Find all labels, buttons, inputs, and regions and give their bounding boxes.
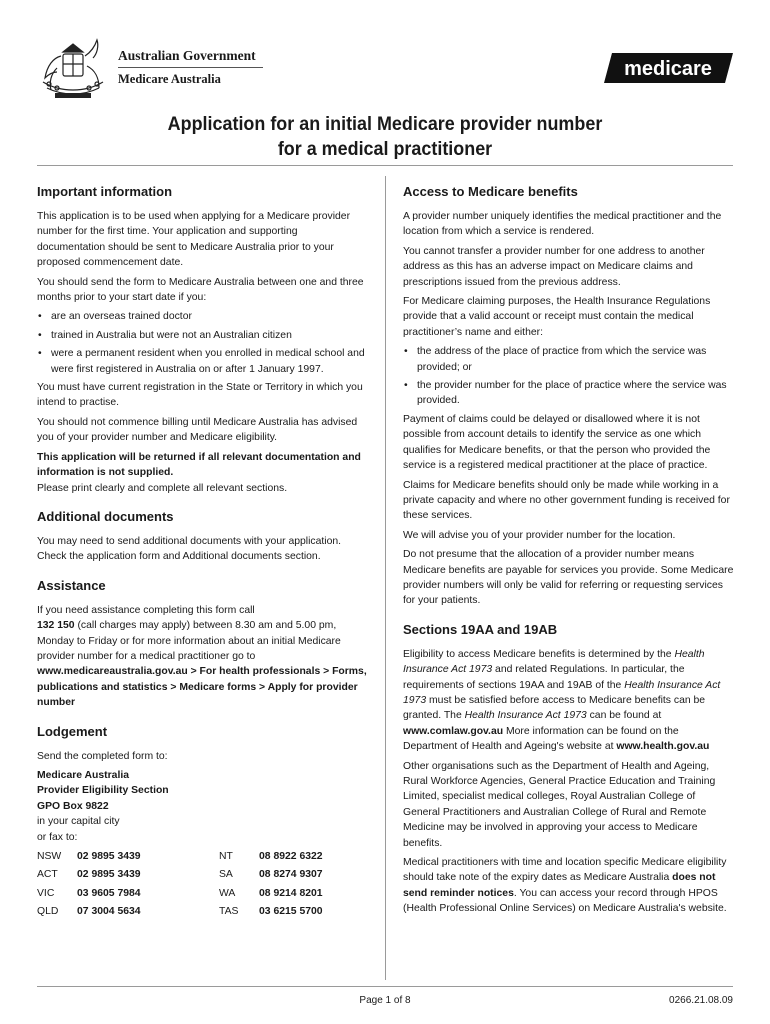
sections-p3 [403,855,735,917]
fax-state: VIC [37,887,55,899]
fax-number: 08 9214 8201 [259,887,323,899]
assistance-phone: 132 150 [37,620,75,632]
fax-state: TAS [219,906,239,918]
list-item: • were a permanent resident when you enrolled in medical school and were first registered in Australia on or after 1 January 1997. [37,346,367,377]
gov-line-1: Australian Government [118,48,256,63]
sections-b1: Medical practitioners with time and location specific Medicare eligibility should take note of the expiry dates as Medicare Australia [403,857,727,884]
access-bullets [403,344,735,409]
address-line-3: GPO Box 9822 [37,800,109,812]
government-wordmark [118,48,263,87]
page-number: Page 1 of 8 [359,995,411,1006]
sections-a1: Eligibility to access Medicare benefits is determined by the [403,648,675,660]
assistance-link[interactable]: www.medicareaustralia.gov.au > For health professionals > Forms, publications and statistics > Medicare forms > Apply for provider number [37,666,367,709]
gov-line-2: Medicare Australia [118,72,221,86]
medicare-logo-text: medicare [624,58,712,80]
fax-state: QLD [37,906,59,918]
additional-heading: Additional documents [37,508,174,524]
fax-state: NT [219,851,233,862]
fax-intro: or fax to: [37,831,78,843]
sections-p1 [403,647,735,755]
column-divider [385,176,386,980]
medicare-logo [604,53,733,83]
fax-state: SA [219,869,233,881]
list-item: • trained in Australia but were not an Australian citizen [37,328,367,343]
act-name: Health Insurance Act 1973 [403,679,721,706]
lodgement-heading: Lodgement [37,723,108,739]
left-column [37,184,367,920]
important-bullets [37,309,367,377]
sections-heading: Sections 19AA and 19AB [403,621,558,637]
fax-state: ACT [37,869,58,881]
fax-number: 03 9605 7984 [77,887,141,899]
fax-number: 08 8274 9307 [259,869,323,881]
comlaw-link[interactable]: www.comlaw.gov.au [403,725,504,737]
form-code: 0266.21.08.09 [669,995,733,1006]
access-p1: A provider number uniquely identifies the medical practitioner and the location from which a service is rendered. [403,211,722,238]
sections-p2: Other organisations such as the Department of Health and Ageing, Rural Workforce Agencies, General Practice Education and Training Limited, specialist medical colleges, Royal Australian College of General Practitioners and Australian College of Rural and Remote Medicine may be involved in approving your access to Medicare benefits. [403,760,716,849]
important-p6: Please print clearly and complete all relevant sections. [37,482,288,494]
fax-number: 02 9895 3439 [77,869,141,881]
access-p3: For Medicare claiming purposes, the Health Insurance Regulations provide that a valid account or receipt must contain the medical practitioner’s name and either: [403,296,711,338]
act-name: Health Insurance Act 1973 [464,710,587,722]
sections-b2: . You can access your record through HPOS (Health Professional Online Services) on Medicare Australia's website. [403,887,727,915]
assistance-t2: (call charges may apply) between 8.30 am and 5.00 pm, Monday to Friday or for more information about an initial Medicare provider number for a medical practitioner go to [37,620,341,662]
access-heading: Access to Medicare benefits [403,184,578,199]
sections-a4: can be found at [586,710,662,722]
fax-number: 08 8922 6322 [259,851,323,862]
address-line-2: Provider Eligibility Section [37,785,169,797]
access-p5: Claims for Medicare benefits should only be made while working in a private capacity and where no other government funding is received for these services. [403,479,730,522]
fax-state: NSW [37,851,62,862]
assistance-heading: Assistance [37,577,106,593]
important-warning: This application will be returned if all relevant documentation and information is not supplied. [37,451,361,479]
list-item: • are an overseas trained doctor [37,309,367,324]
assistance-t1: If you need assistance completing this form call [37,604,255,616]
access-p7: Do not presume that the allocation of a provider number means Medicare benefits are payable for services you provide. Some Medicare provider numbers will only be valid for referring or requesting services for your patients. [403,549,734,607]
list-item: • the address of the place of practice from which the service was provided; or [403,344,735,375]
important-p2: You should send the form to Medicare Australia between one and three months prior to your start date if you: [37,276,364,304]
additional-p1: You may need to send additional documents with your application. Check the application form and Additional documents section. [37,535,342,563]
assistance-text [37,603,367,711]
access-p6: We will advise you of your provider number for the location. [403,529,676,541]
footer-divider [37,986,733,987]
reminder-warning: does not send reminder notices [403,872,716,899]
lodgement-intro: Send the completed form to: [37,750,168,762]
health-link[interactable]: www.health.gov.au [616,741,710,753]
important-p4: You should not commence billing until Medicare Australia has advised you of your provider number and Medicare eligibility. [37,416,358,444]
important-p1: This application is to be used when applying for a Medicare provider number for the first time. Your application and supporting documentation should be sent to Medicare Australia prior to your proposed commencement date. [37,211,351,269]
fax-table [37,849,367,920]
fax-state: WA [219,887,236,899]
title-line-2: for a medical practitioner [277,138,493,160]
act-name: Health Insurance Act 1973 [403,648,705,676]
gov-divider [118,67,263,68]
coat-of-arms-icon [35,38,111,100]
access-p2: You cannot transfer a provider number for one address to another address as this has an adverse impact on Medicare claims and prescriptions issued from the previous address. [403,245,705,288]
sections-a3: must be satisfied before access to Medicare benefits can be granted. The [403,694,706,722]
title-line-1: Application for an initial Medicare provider number [167,113,603,135]
header-divider [37,165,733,166]
page-title [68,112,703,162]
important-p3: You must have current registration in the State or Territory in which you intend to practise. [37,382,363,409]
fax-number: 07 3004 5634 [77,906,141,918]
sections-a5: More information can be found on the Department of Health and Ageing's website at [403,725,679,753]
address-city: in your capital city [37,816,120,828]
sections-a2: and related Regulations. In particular, the requirements of sections 19AA and 19AB of the [403,664,685,691]
right-column [403,184,735,921]
lodgement-address [37,749,367,845]
fax-number: 02 9895 3439 [77,851,141,862]
important-heading: Important information [37,184,173,199]
fax-number: 03 6215 5700 [259,906,323,918]
list-item: • the provider number for the place of practice where the service was provided. [403,378,735,409]
access-p4: Payment of claims could be delayed or disallowed where it is not possible from account details to identify the service as one which qualifies for Medicare benefits, or that the person who provided the service is a registered medical practitioner at the place of practice. [403,413,711,472]
address-line-1: Medicare Australia [37,769,130,781]
